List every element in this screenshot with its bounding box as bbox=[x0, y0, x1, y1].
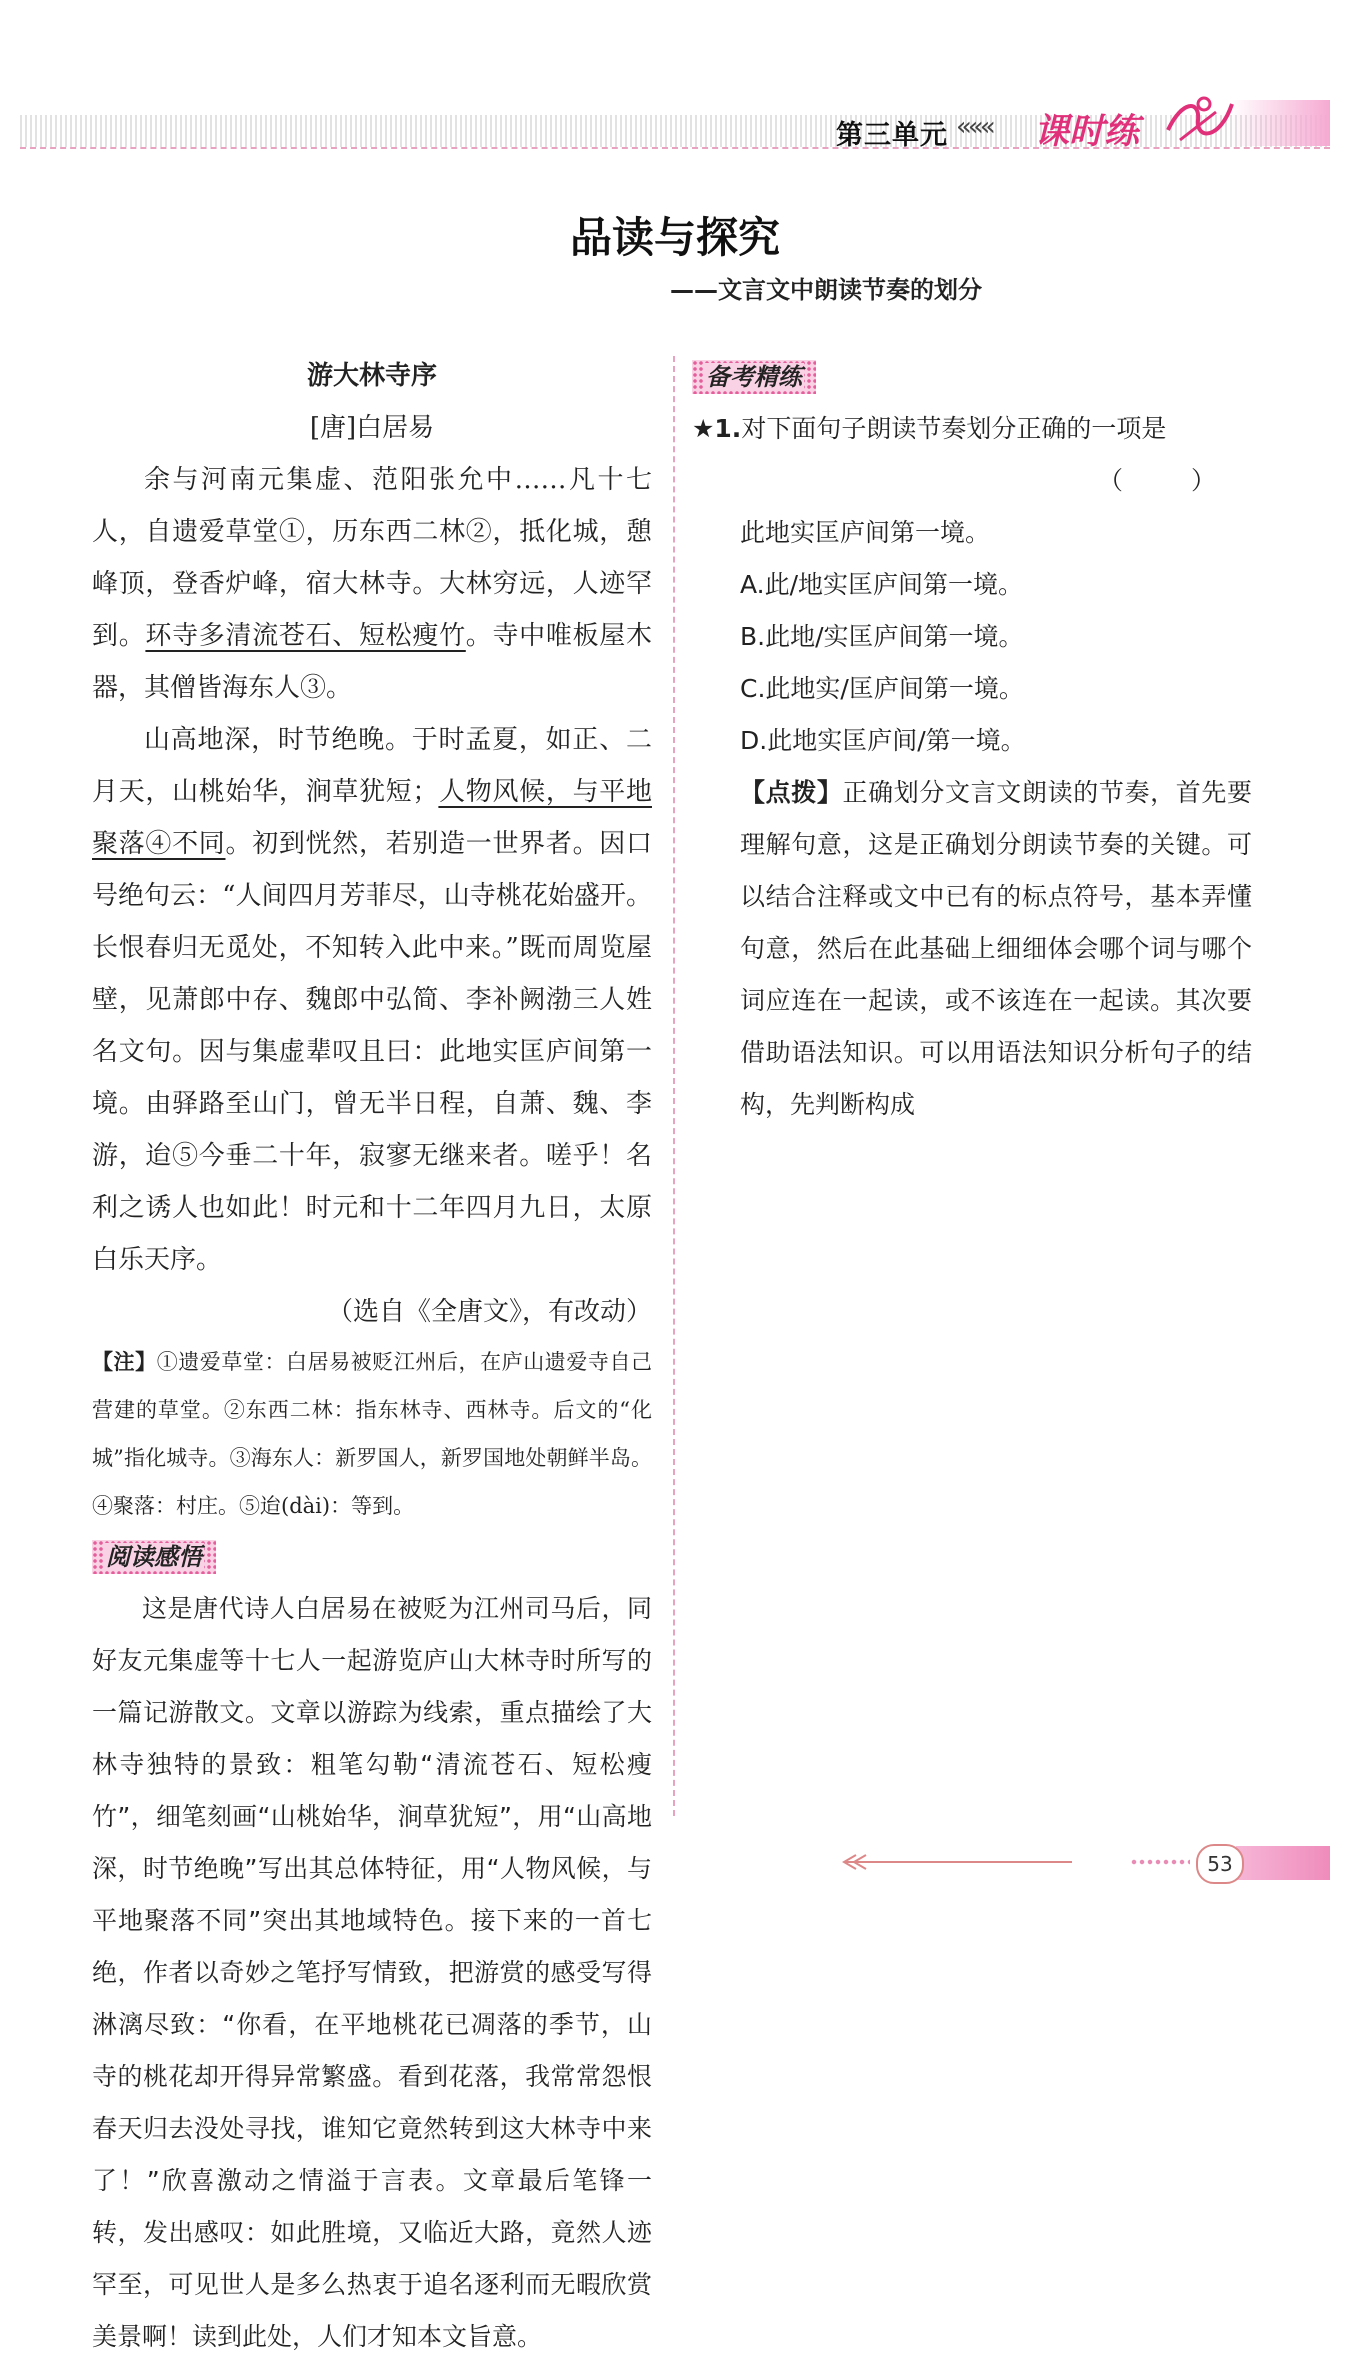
footer-dots bbox=[1130, 1858, 1190, 1866]
unit-label: 第三单元 bbox=[836, 120, 948, 151]
page-title: 品读与探究 bbox=[569, 213, 780, 262]
p1-text-a: 余与河南元集虚、范阳张允中……凡十七人，自遗爱草堂①，历东西二林②，抵化城，憩峰顶，登香炉峰，宿大林寺。大林穷远，人迹罕到。 bbox=[92, 465, 652, 651]
practice-tag bbox=[692, 360, 816, 394]
right-column bbox=[692, 350, 1252, 1131]
option-d[interactable]: D.此地实匡庐间/第一境。 bbox=[740, 726, 1026, 755]
p2-underlined: 人物风候，与平地聚落④不同 bbox=[92, 777, 652, 859]
question-number: ★1. bbox=[692, 414, 742, 443]
option-a[interactable]: A.此/地实匡庐间第一境。 bbox=[740, 570, 1024, 599]
p2-text-b: 。初到恍然，若别造一世界者。因口号绝句云：“人间四月芳菲尽，山寺桃花始盛开。长恨春归无觅处，不知转入此中来。”既而周览屋壁，见萧郎中存、魏郎中弘简、李补阙渤三人姓名文句。因与集虚辈叹且曰：此地实匡庐间第一境。由驿路至山门，曾无半日程，自萧、魏、李游，迨⑤今垂二十年，寂寥无继来者。嗟乎！名利之诱人也如此！时元和十二年四月九日，太原白乐天序。 bbox=[92, 829, 652, 1275]
option-c[interactable]: C.此地实/匡庐间第一境。 bbox=[740, 674, 1024, 703]
notes-text: ①遗爱草堂：白居易被贬江州后，在庐山遗爱寺自己营建的草堂。②东西二林：指东林寺、西林寺。后文的“化城”指化城寺。③海东人：新罗国人，新罗国地处朝鲜半岛。④聚落：村庄。⑤迨(dài)：等到。 bbox=[92, 1350, 653, 1518]
answer-blank[interactable]: （ ） bbox=[1098, 466, 1246, 495]
p2-text-a: 山高地深，时节绝晚。于时孟夏，如正、二月天，山桃始华，涧草犹短； bbox=[92, 725, 652, 807]
page-number: 53 bbox=[1196, 1844, 1244, 1884]
brand-label: 课时练 bbox=[1034, 112, 1140, 152]
footer-arrow-icon bbox=[836, 1852, 1076, 1872]
hint-block bbox=[692, 767, 1252, 1131]
header-arrows-icon: ««« bbox=[956, 112, 992, 142]
brand-swirl-icon bbox=[1160, 90, 1240, 148]
passage-title: 游大林寺序 bbox=[306, 361, 437, 391]
page-subtitle: ——文言文中朗读节奏的划分 bbox=[670, 276, 982, 304]
passage-paragraph-2 bbox=[92, 714, 652, 1286]
practice-tag-label: 备考精练 bbox=[706, 363, 802, 391]
passage-notes bbox=[92, 1338, 652, 1530]
option-b[interactable]: B.此地/实匡庐间第一境。 bbox=[740, 622, 1024, 651]
question-text: 对下面句子朗读节奏划分正确的一项是 bbox=[741, 414, 1167, 443]
passage-paragraph-1 bbox=[92, 454, 652, 714]
p1-underlined: 环寺多清流苍石、短松瘦竹 bbox=[145, 621, 466, 651]
reading-tag-label: 阅读感悟 bbox=[106, 1543, 202, 1571]
question-sentence: 此地实匡庐间第一境。 bbox=[740, 518, 991, 547]
header-pink-block bbox=[1230, 100, 1330, 146]
left-column bbox=[92, 350, 652, 2363]
notes-label: 【注】 bbox=[92, 1350, 157, 1374]
reading-text: 这是唐代诗人白居易在被贬为江州司马后，同好友元集虚等十七人一起游览庐山大林寺时所写的一篇记游散文。文章以游踪为线索，重点描绘了大林寺独特的景致：粗笔勾勒“清流苍石、短松瘦竹”，细笔刻画“山桃始华，涧草犹短”，用“山高地深，时节绝晚”写出其总体特征，用“人物风候，与平地聚落不同”突出其地域特色。接下来的一首七绝，作者以奇妙之笔抒写情致，把游赏的感受写得淋漓尽致：“你看，在平地桃花已凋落的季节，山寺的桃花却开得异常繁盛。看到花落，我常常怨恨春天归去没处寻找，谁知它竟然转到这大林寺中来了！”欣喜激动之情溢于言表。文章最后笔锋一转，发出感叹：如此胜境，又临近大路，竟然人迹罕至，可见世人是多么热衷于追名逐利而无暇欣赏美景啊！读到此处，人们才知本文旨意。 bbox=[92, 1594, 652, 2351]
hint-text: 正确划分文言文朗读的节奏，首先要理解句意，这是正确划分朗读节奏的关键。可以结合注释或文中已有的标点符号，基本弄懂句意，然后在此基础上细细体会哪个词与哪个词应连在一起读，或不该连在一起读。其次要借助语法知识。可以用语法知识分析句子的结构，先判断构成 bbox=[740, 778, 1252, 1119]
footer-pink-block bbox=[1236, 1846, 1330, 1880]
passage-author: [唐]白居易 bbox=[309, 413, 435, 443]
reading-tag bbox=[92, 1540, 216, 1574]
column-divider bbox=[673, 356, 675, 1816]
passage-source: （选自《全唐文》，有改动） bbox=[326, 1297, 652, 1327]
p1-text-b: 。寺中唯板屋木器，其僧皆海东人③。 bbox=[92, 621, 652, 703]
hint-label: 【点拨】 bbox=[740, 778, 843, 807]
question-1 bbox=[692, 403, 1252, 455]
